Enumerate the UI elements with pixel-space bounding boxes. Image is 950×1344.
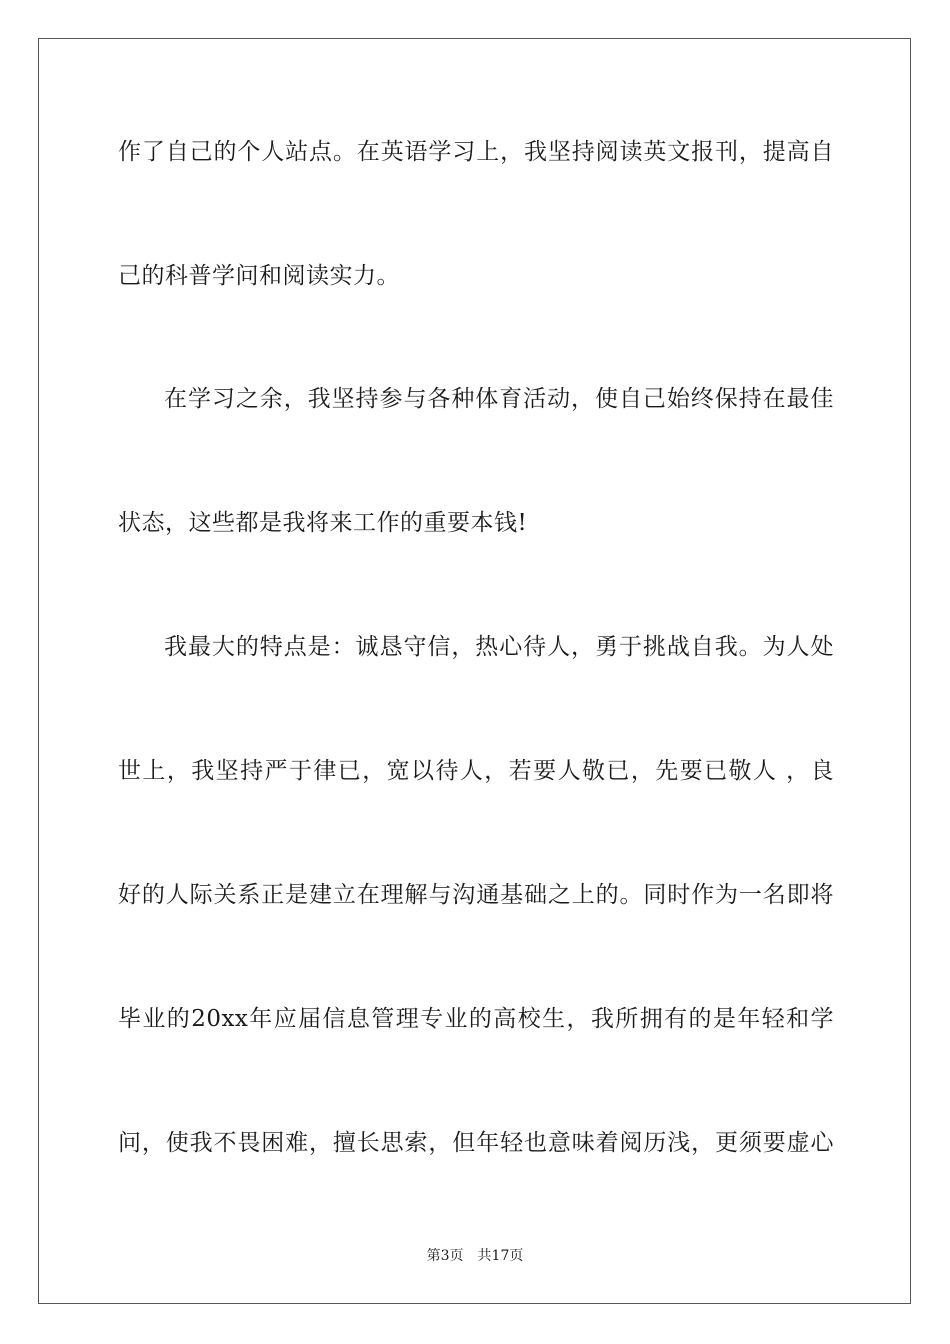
- body-text-line: 毕业的20xx年应届信息管理专业的高校生，我所拥有的是年轻和学: [118, 1006, 834, 1032]
- body-text-line: 问，使我不畏困难，擅长思索，但年轻也意味着阅历浅，更须要虚心: [118, 1130, 834, 1156]
- body-text-line: 我最大的特点是：诚恳守信，热心待人，勇于挑战自我。为人处: [164, 634, 834, 660]
- body-text-line: 状态，这些都是我将来工作的重要本钱!: [118, 510, 528, 536]
- page-number: 第3页: [426, 1248, 464, 1264]
- body-text-line: 在学习之余，我坚持参与各种体育活动，使自己始终保持在最佳: [164, 386, 834, 412]
- body-text-line: 己的科普学问和阅读实力。: [118, 263, 400, 289]
- body-text-line: 作了自己的个人站点。在英语学习上，我坚持阅读英文报刊，提高自: [118, 139, 834, 165]
- page-border: [38, 38, 911, 1304]
- page-footer: [0, 1246, 950, 1266]
- body-text-line: 世上，我坚持严于律已，宽以待人，若要人敬已，先要已敬人 ，良: [118, 758, 834, 784]
- body-text-line: 好的人际关系正是建立在理解与沟通基础之上的。同时作为一名即将: [118, 882, 834, 908]
- total-pages: 共17页: [477, 1248, 524, 1264]
